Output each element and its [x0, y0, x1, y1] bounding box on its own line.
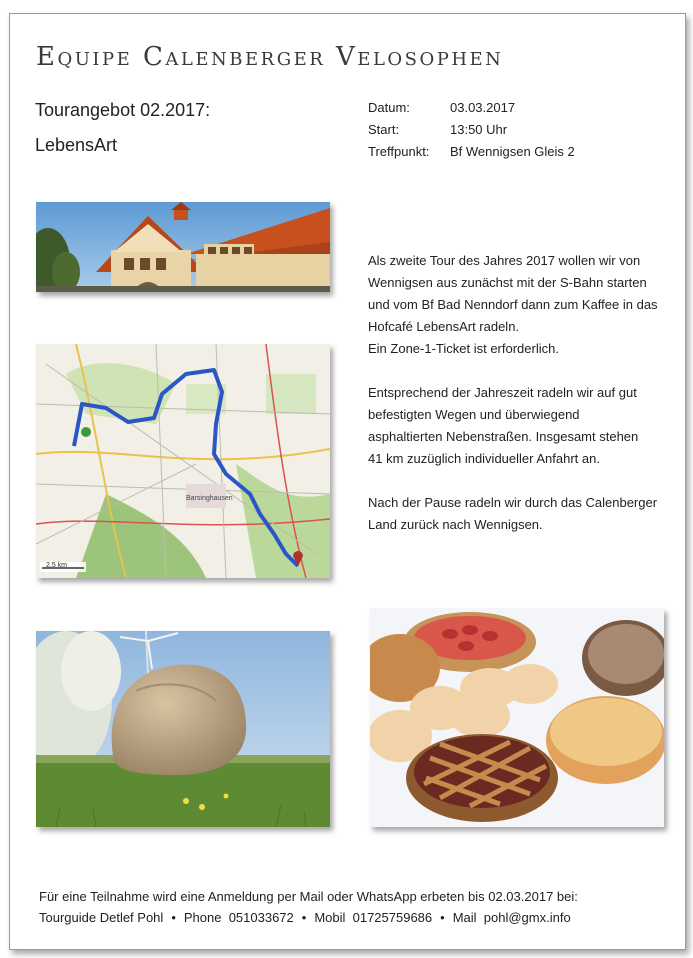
description-line: befestigten Wegen und überwiegend	[368, 407, 580, 422]
email-address[interactable]: Mail pohl@gmx.info	[452, 910, 571, 925]
description-line: Land zurück nach Wennigsen.	[368, 517, 543, 532]
meta-label: Start:	[368, 121, 400, 137]
club-title	[36, 42, 503, 72]
bullet-separator: •	[171, 910, 176, 925]
mobile-number: Mobil 01725759686	[314, 910, 433, 925]
phone-number: Phone 051033672	[183, 910, 294, 925]
station-building-photo	[36, 202, 330, 292]
description-line: und vom Bf Bad Nenndorf dann zum Kaffee in das	[368, 297, 658, 312]
club-title-text: Equipe Calenberger Velosophen	[36, 42, 504, 72]
footer	[39, 886, 578, 928]
tour-offer-label: Tourangebot 02.2017:	[35, 100, 211, 120]
description-line: Nach der Pause radeln wir durch das Calenberger	[368, 495, 658, 510]
description-line: Entsprechend der Jahreszeit radeln wir auf gut	[368, 385, 637, 400]
bullet-separator: •	[301, 910, 307, 925]
tourguide-name: Tourguide Detlef Pohl	[39, 910, 164, 925]
tour-description	[368, 250, 668, 536]
map-town-label: Barsinghausen	[186, 495, 233, 502]
description-line: Als zweite Tour des Jahres 2017 wollen wir von	[368, 253, 641, 268]
meta-label: Datum:	[368, 99, 410, 115]
meta-label: Treffpunkt:	[368, 143, 430, 159]
description-line: Wennigsen aus zunächst mit der S-Bahn starten	[368, 275, 647, 290]
meta-value: 13:50 Uhr	[450, 121, 508, 137]
tour-name: LebensArt	[35, 135, 118, 155]
description-line: Hofcafé LebensArt radeln.	[368, 319, 520, 334]
description-paragraph	[368, 250, 668, 360]
description-paragraph	[368, 492, 668, 536]
route-map	[36, 344, 330, 578]
meta-row-date	[368, 96, 575, 118]
meta-value: 03.03.2017	[450, 99, 516, 115]
bullet-separator: •	[440, 910, 445, 925]
meta-value: Bf Wennigsen Gleis 2	[450, 143, 575, 159]
description-paragraph	[368, 382, 668, 470]
registration-note: Für eine Teilnahme wird eine Anmeldung per Mail oder WhatsApp erbeten bis 02.03.2017 bei:	[39, 889, 578, 904]
tour-meta	[368, 96, 575, 162]
map-scale-label: 2,5 km	[46, 562, 68, 569]
meta-row-start	[368, 118, 575, 140]
flyer-page	[9, 13, 686, 950]
meta-row-meeting-point	[368, 140, 575, 162]
description-line: asphaltierten Nebenstraßen. Insgesamt stehen	[368, 429, 639, 444]
contact-line	[39, 907, 578, 928]
boulder-photo	[36, 631, 330, 827]
description-line: Ein Zone-1-Ticket ist erforderlich.	[368, 341, 559, 356]
cakes-photo	[370, 608, 664, 827]
tour-heading	[35, 100, 210, 170]
description-line: 41 km zuzüglich individueller Anfahrt an.	[368, 451, 600, 466]
